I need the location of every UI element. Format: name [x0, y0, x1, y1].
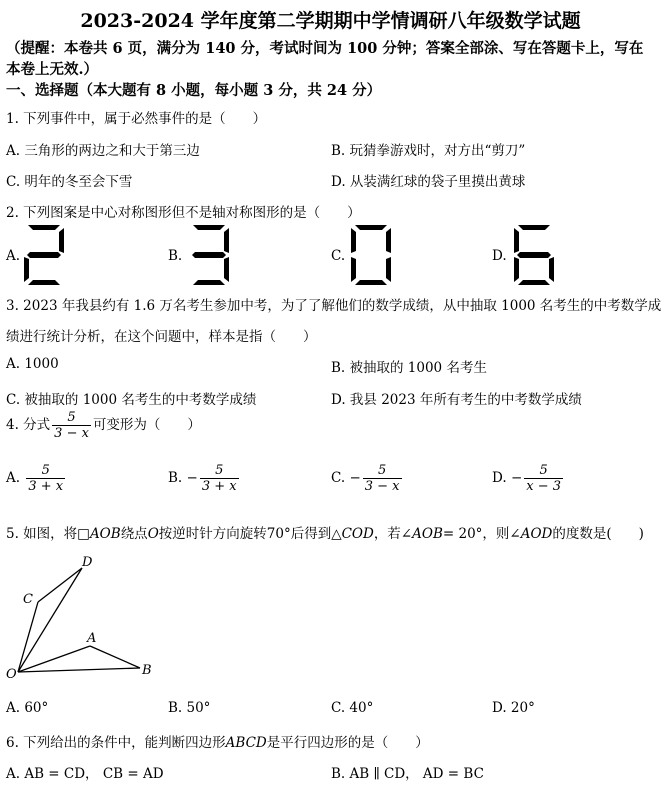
q4-option-d-numerator: 5: [539, 463, 548, 478]
seven-segment-digit-2: [24, 225, 64, 285]
q5-var-cod: COD: [341, 526, 374, 542]
q5-option-d: D. 20°: [492, 700, 535, 716]
q4-option-b-sign: −: [186, 470, 198, 486]
q4-fraction-denominator: 3 − x: [54, 426, 89, 441]
q6-stem: [6, 731, 429, 751]
exam-note: （提醒：本卷共 6 页，满分为 140 分，考试时间为 100 分钟；答案全部涂、写在答题卡上，写在本卷上无效.）: [6, 40, 644, 78]
q5-stem: [6, 522, 644, 542]
point-label-a: A: [87, 631, 97, 646]
q1-option-b: B. 玩猜拳游戏时，对方出“剪刀”: [331, 143, 526, 159]
q3-option-b: B. 被抽取的 1000 名考生: [331, 360, 487, 376]
q4-fraction: [52, 410, 91, 441]
q5-var-aob-2: AOB: [412, 526, 443, 542]
q4-option-a-fraction: [26, 463, 65, 494]
q3-stem-line2: 绩进行统计分析，在这个问题中，样本是指（ ）: [6, 329, 317, 345]
q2-option-b-label: B.: [168, 248, 183, 264]
q3-option-c: C. 被抽取的 1000 名考生的中考数学成绩: [6, 392, 257, 408]
seven-segment-digit-6: [514, 225, 554, 285]
q4-option-c: [331, 463, 404, 494]
point-label-c: C: [23, 592, 33, 607]
q2-option-d-label: D.: [492, 248, 507, 264]
q4-option-d: [492, 463, 565, 494]
q5-stem-part: 绕点: [120, 526, 148, 542]
q2-stem: 2. 下列图案是中心对称图形但不是轴对称图形的是（ ）: [6, 205, 361, 221]
q4-option-c-numerator: 5: [377, 463, 387, 478]
q6-option-a: A. AB = CD， CB = AD: [6, 766, 164, 782]
q5-stem-part: = 20°，则∠: [442, 526, 521, 542]
q4-option-c-denominator: 3 − x: [364, 479, 400, 494]
q5-option-a: A. 60°: [6, 700, 49, 716]
q5-stem-part: ，若∠: [373, 526, 413, 542]
q1-stem: 1. 下列事件中，属于必然事件的是（ ）: [6, 111, 267, 127]
q4-suffix: 可变形为（ ）: [92, 417, 201, 433]
point-label-d: D: [82, 555, 93, 570]
q5-missing-glyph: □: [77, 526, 90, 542]
q4-option-c-label: C.: [331, 470, 346, 486]
q4-option-b-numerator: 5: [215, 463, 224, 478]
point-label-o: O: [6, 667, 17, 682]
seven-segment-digit-3: [189, 225, 229, 285]
q5-rotation-figure: [0, 550, 170, 685]
q4-option-d-fraction: [524, 463, 563, 494]
q6-stem-part: 是平行四边形的是（ ）: [266, 735, 429, 751]
q4-option-d-denominator: x − 3: [526, 479, 562, 494]
q5-var-aod: AOD: [520, 526, 553, 542]
section-heading: 一、选择题（本大题有 8 小题，每小题 3 分，共 24 分）: [6, 82, 382, 99]
q5-option-c: C. 40°: [331, 700, 374, 716]
q3-option-a: A. 1000: [6, 356, 59, 372]
q4-option-a-numerator: 5: [41, 463, 50, 478]
q4-stem: [6, 410, 201, 441]
q4-option-b-denominator: 3 + x: [201, 479, 237, 494]
q6-var-abcd: ABCD: [225, 735, 267, 751]
q5-stem-part: 5. 如图，将: [6, 526, 78, 542]
q5-stem-part: 按逆时针方向旋转70°后得到△: [158, 526, 342, 542]
q6-stem-part: 6. 下列给出的条件中，能判断四边形: [6, 735, 226, 751]
q5-var-o: O: [147, 526, 159, 542]
q4-option-c-sign: −: [349, 470, 361, 486]
q1-option-c: C. 明年的冬至会下雪: [6, 174, 133, 190]
q6-option-b: B. AB ∥ CD， AD = BC: [331, 766, 484, 782]
point-label-b: B: [142, 663, 152, 678]
q4-option-a-label: A.: [6, 470, 21, 486]
q4-option-a-denominator: 3 + x: [28, 479, 64, 494]
q5-stem-part: 的度数是( ): [552, 526, 644, 542]
q4-option-b: [168, 463, 241, 494]
q4-option-c-fraction: [363, 463, 402, 494]
q3-option-d: D. 我县 2023 年所有考生的中考数学成绩: [331, 392, 582, 408]
q2-option-a-label: A.: [6, 248, 21, 264]
q4-option-d-sign: −: [510, 470, 523, 486]
q5-option-b: B. 50°: [168, 700, 211, 716]
q1-option-d: D. 从装满红球的袋子里摸出黄球: [331, 174, 526, 190]
q1-option-a: A. 三角形的两边之和大于第三边: [6, 143, 200, 159]
q4-fraction-numerator: 5: [67, 410, 76, 425]
q2-option-c-label: C.: [331, 248, 346, 264]
q3-stem-line1: 3. 2023 年我县约有 1.6 万名考生参加中考，为了了解他们的数学成绩，从中抽取 1000 名考生的中考数学成: [6, 298, 661, 314]
seven-segment-digit-0: [351, 225, 391, 285]
q4-option-b-fraction: [200, 463, 239, 494]
exam-title: 2023-2024 学年度第二学期期中学情调研八年级数学试题: [80, 10, 581, 32]
q4-prefix: 4. 分式: [6, 417, 51, 433]
q4-option-d-label: D.: [492, 470, 507, 486]
q4-option-b-label: B.: [168, 470, 183, 486]
q5-var-aob: AOB: [89, 526, 121, 542]
q4-option-a: [6, 463, 67, 494]
